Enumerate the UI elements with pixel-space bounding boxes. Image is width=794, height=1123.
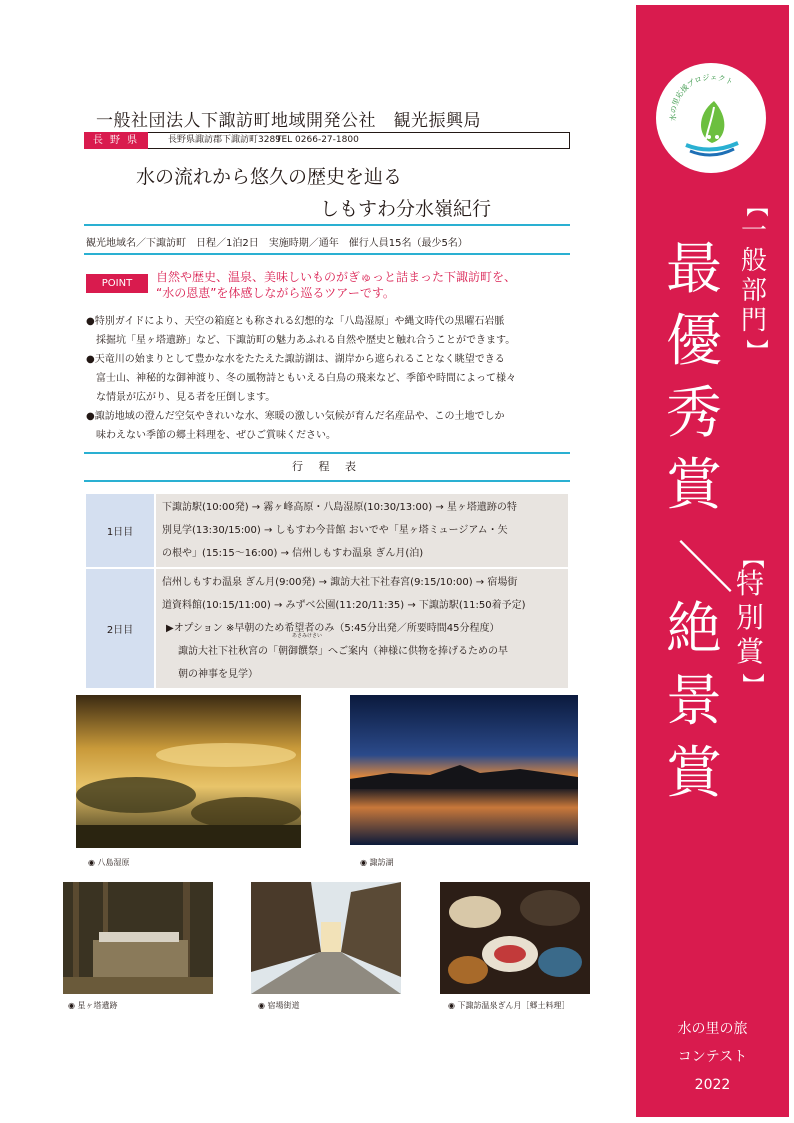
table-row xyxy=(85,568,569,689)
bullet-item: ●諏訪地域の澄んだ空気やきれいな水、寒暖の激しい気候が育んだ名産品や、この土地でしか 味わえない季節の郷土料理を、ぜひご賞味ください。 xyxy=(86,411,505,441)
divider xyxy=(84,452,570,454)
tour-title-line2: しもすわ分水嶺紀行 xyxy=(320,198,492,220)
logo-mark-icon xyxy=(656,63,766,173)
tour-meta: 観光地域名／下諏訪町 日程／1泊2日 実施時期／通年 催行人員15名（最少5名） xyxy=(86,238,468,249)
table-row xyxy=(85,493,569,568)
point-text-line1: 自然や歴史、温泉、美味しいものがぎゅっと詰まった下諏訪町を、 xyxy=(156,270,517,284)
prefecture-tag: 長 野 県 xyxy=(84,132,148,149)
award-title: 最 優 秀 賞 ／ 絶 景 賞 xyxy=(666,237,735,806)
photo-hoshigato-ruins xyxy=(63,882,213,994)
tour-title-line1: 水の流れから悠久の歴史を辿る xyxy=(136,166,403,188)
photo-shukuba-street xyxy=(251,882,401,994)
point-badge: POINT xyxy=(86,274,148,293)
photo-lake-suwa xyxy=(350,695,578,845)
divider xyxy=(84,253,570,255)
schedule-table xyxy=(84,492,570,690)
schedule-heading: 行 程 表 xyxy=(292,460,362,473)
point-text-line2: “水の恩恵”を体感しながら巡るツアーです。 xyxy=(156,286,395,300)
day-label: 2日目 xyxy=(85,568,155,689)
telephone: TEL 0266-27-1800 xyxy=(276,135,359,145)
organization-name: 一般社団法人下諏訪町地域開発公社 観光振興局 xyxy=(96,111,481,131)
ruby-reading: あさみけさい xyxy=(292,633,323,639)
divider xyxy=(84,224,570,226)
logo-text: 水の里応援プロジェクト xyxy=(668,72,735,122)
svg-text:水の里応援プロジェクト xyxy=(668,73,735,122)
contest-name: 水の里の旅 コンテスト 2022 xyxy=(677,1021,748,1093)
photo-yashima-wetland xyxy=(76,695,301,848)
photo-caption: ◉ 下諏訪温泉ぎん月［郷土料理］ xyxy=(448,1001,570,1010)
photo-caption: ◉ 諏訪湖 xyxy=(360,858,394,867)
award-category: 【 一 般 部 門 】 xyxy=(740,194,768,361)
special-award: 【 特 別 賞 】 xyxy=(735,546,764,695)
bullet-item: ●特別ガイドにより、天空の箱庭とも称される幻想的な「八島湿原」や縄文時代の黒曜石岩脈 採掘坑「星ヶ塔遺跡」など、下諏訪町の魅力あふれる自然や歴史と触れ合うことができます。 xyxy=(86,316,516,346)
photo-caption: ◉ 星ヶ塔遺跡 xyxy=(68,1001,118,1010)
day-itinerary: 下諏訪駅(10:00発) → 霧ヶ峰高原・八島湿原(10:30/13:00) → 星ヶ塔遺跡の特 別見学(13:30/15:00) → しもすわ今昔館 おいでや「星ヶ塔ミュージアム・矢 の根や」(15:15〜16:00) → 信州しもすわ温泉 ぎん月(泊) xyxy=(155,493,569,568)
divider xyxy=(84,480,570,482)
photo-caption: ◉ 八島湿原 xyxy=(88,858,130,867)
day-itinerary: 信州しもすわ温泉 ぎん月(9:00発) → 諏訪大社下社春宮(9:15/10:00) → 宿場街 道資料館(10:15/11:00) → みずべ公園(11:20/11:35) → 下諏訪駅(11:50着予定) ▶オプション ※早朝のため希望者のみ（5:45分出発／所要時間45分程度） 諏訪大社下社秋宮の「朝御饌祭」へご案内（神様に供物を捧げるための早 あさみけさい 朝の神事を見学） xyxy=(155,568,569,689)
water-village-logo xyxy=(656,63,766,173)
photo-local-cuisine xyxy=(440,882,590,994)
day-label: 1日目 xyxy=(85,493,155,568)
photo-caption: ◉ 宿場街道 xyxy=(258,1001,300,1010)
address: 長野県諏訪郡下諏訪町3289 xyxy=(168,135,281,145)
bullet-item: ●天竜川の始まりとして豊かな水をたたえた諏訪湖は、湖岸から遮られることなく眺望できる 富士山、神秘的な御神渡り、冬の風物詩ともいえる白鳥の飛来など、季節や時間によって様々 な情景が広がり、見る者を圧倒します。 xyxy=(86,354,516,403)
